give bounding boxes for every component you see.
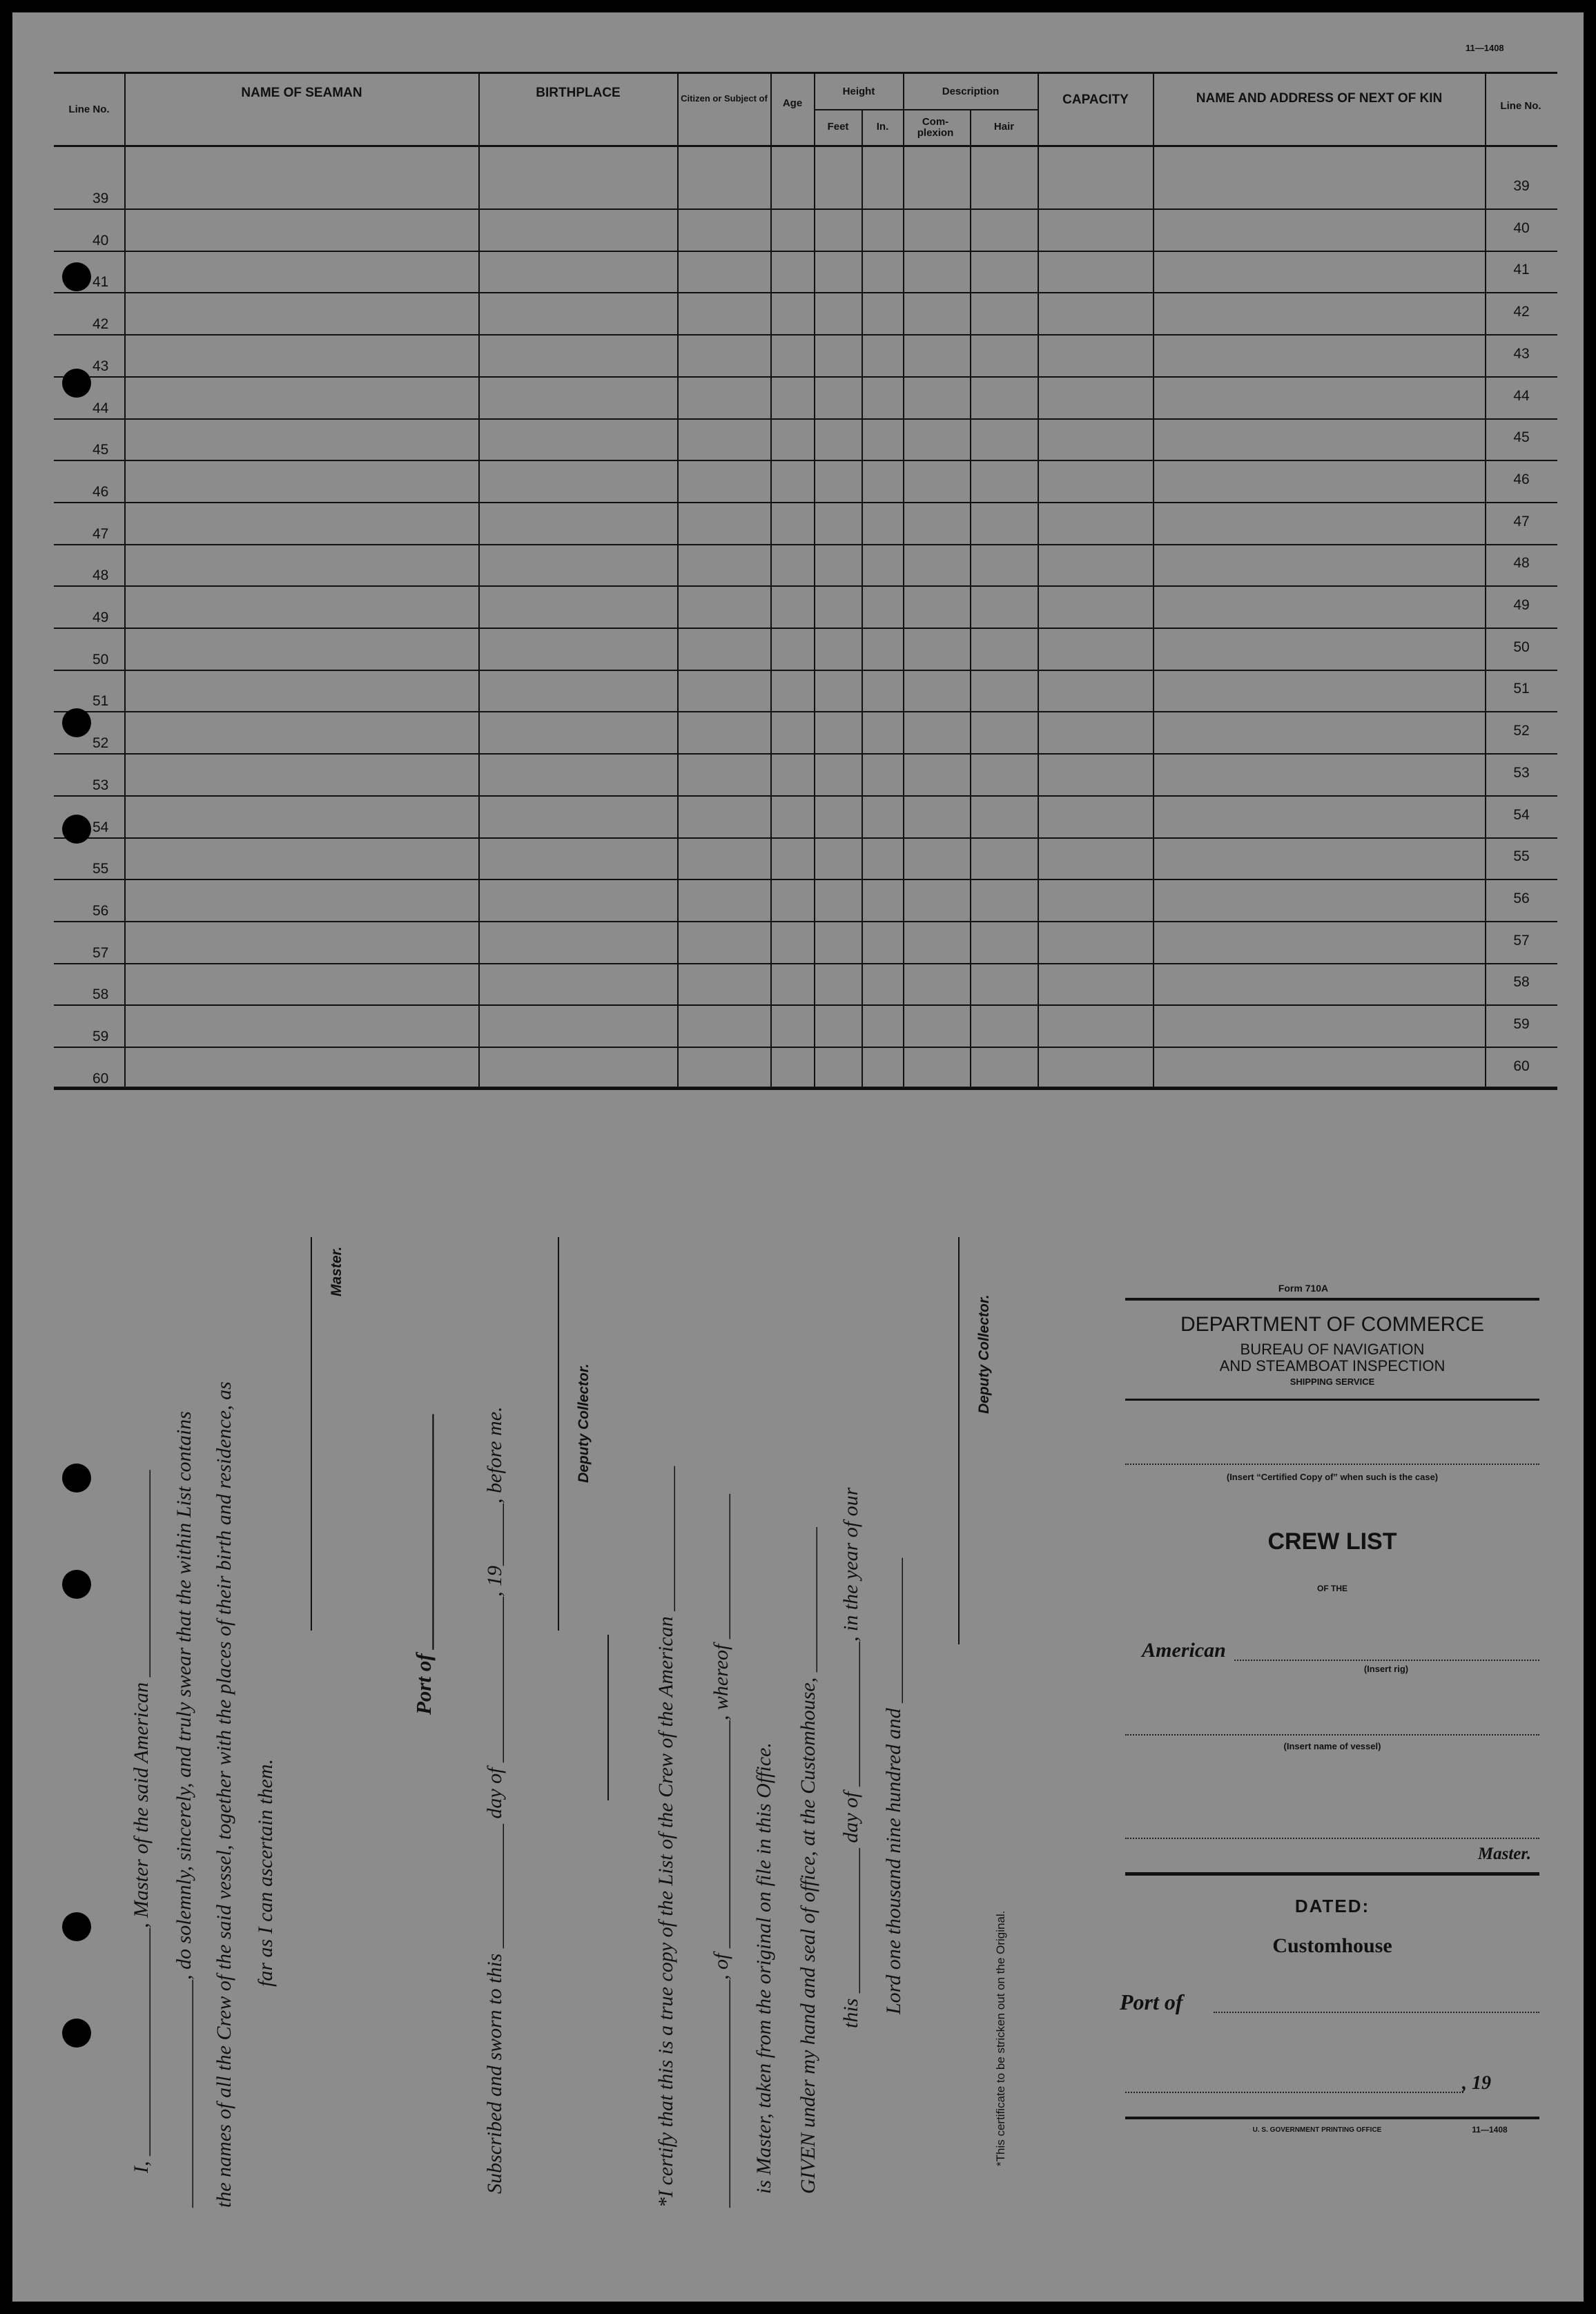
panel-department: DEPARTMENT OF COMMERCE [1180, 1313, 1485, 1336]
deputy-signature-line-2 [958, 1237, 960, 1644]
table-row-number: 41 [93, 274, 109, 291]
table-row-rule [54, 795, 1557, 797]
col-divider [1153, 72, 1154, 1088]
oath-line-2: ______________________, do solemnly, sincerely, and truly swear that the within List contains [173, 1411, 195, 2208]
vessel-name-line [1125, 1734, 1539, 1736]
master-line [1125, 1838, 1539, 1839]
table-row-number: 40 [93, 232, 109, 249]
panel-port-of: Port of [1120, 1990, 1183, 2014]
date-line [1125, 2092, 1463, 2093]
punch-hole [62, 369, 91, 398]
table-row-number: 44 [93, 400, 109, 416]
col-divider [1485, 72, 1486, 1088]
table-row-number-right: 46 [1513, 471, 1530, 487]
certificate-line-6: Lord one thousand nine hundred and ______________ [882, 1557, 905, 2014]
table-row-number-right: 57 [1513, 932, 1530, 949]
table-row-number-right: 60 [1513, 1058, 1530, 1074]
seal-line [607, 1635, 609, 1800]
table-row-rule [54, 334, 1557, 336]
panel-bureau-2: AND STEAMBOAT INSPECTION [1219, 1357, 1446, 1374]
table-row-rule [54, 921, 1557, 922]
table-row-rule [54, 460, 1557, 461]
deputy-label-1: Deputy Collector. [576, 1363, 592, 1483]
table-row-number: 57 [93, 944, 109, 961]
panel-dated: DATED: [1294, 1896, 1370, 1916]
col-divider [903, 72, 904, 1088]
table-row-number-right: 44 [1513, 387, 1530, 404]
table-row-number-right: 56 [1513, 890, 1530, 906]
panel-american: American [1142, 1639, 1226, 1662]
table-row-number: 47 [93, 525, 109, 542]
header-kin: NAME AND ADDRESS OF NEXT OF KIN [1196, 91, 1443, 106]
master-signature-line [311, 1237, 312, 1631]
certified-copy-line [1125, 1464, 1539, 1465]
table-row-rule [54, 292, 1557, 293]
table-row-number-right: 45 [1513, 429, 1530, 446]
panel-rule [1125, 1298, 1539, 1301]
table-row-number-right: 47 [1513, 513, 1530, 529]
punch-hole [62, 708, 91, 737]
table-row-number: 51 [93, 693, 109, 710]
header-line-no: Line No. [68, 104, 110, 116]
panel-rule [1125, 1872, 1539, 1876]
punch-hole [62, 2019, 91, 2048]
table-row-number: 43 [93, 358, 109, 374]
header-complexion: Com-plexion [917, 116, 954, 139]
table-row-number: 58 [93, 986, 109, 1003]
punch-hole [62, 815, 91, 844]
table-row-number-right: 58 [1513, 974, 1530, 991]
form-code-top: 11—1408 [1466, 43, 1504, 53]
table-row-rule [54, 1047, 1557, 1048]
header-hair: Hair [993, 121, 1015, 133]
table-row-rule [54, 1004, 1557, 1006]
table-header-rule [54, 145, 1557, 147]
header-capacity: CAPACITY [1062, 93, 1129, 108]
panel-code: 11—1408 [1472, 2125, 1508, 2135]
punch-hole [62, 262, 91, 291]
table-row-number: 50 [93, 651, 109, 668]
panel-rule [1125, 1399, 1539, 1401]
table-row-number-right: 40 [1513, 220, 1530, 236]
port-line [1214, 2012, 1539, 2013]
oath-line-4: far as I can ascertain them. [254, 1759, 277, 1987]
punch-hole [62, 1570, 91, 1599]
table-row-number-right: 50 [1513, 639, 1530, 655]
table-row-number: 53 [93, 777, 109, 793]
table-row-number: 49 [93, 610, 109, 625]
rig-line [1234, 1660, 1539, 1661]
table-row-rule [54, 963, 1557, 964]
table-row-number-right: 48 [1513, 555, 1530, 572]
panel-form-number: Form 710A [1278, 1283, 1329, 1294]
certificate-line-1: *I certify that this is a true copy of the List of the Crew of the American ______________ [654, 1466, 677, 2208]
table-row-number-right: 41 [1513, 262, 1530, 278]
table-row-number-right: 51 [1513, 681, 1530, 697]
table-row-number: 48 [93, 567, 109, 584]
table-row-number: 42 [93, 316, 109, 333]
sworn-line: Subscribed and sworn to this ____________ day of ________________, 19______, before me. [483, 1406, 506, 2194]
col-divider [1038, 72, 1039, 1088]
table-row-number-right: 42 [1513, 304, 1530, 320]
table-row-number: 54 [93, 819, 109, 835]
table-row-rule [54, 585, 1557, 587]
table-row-number-right: 55 [1513, 848, 1530, 865]
certificate-footnote: *This certificate to be stricken out on the Original. [994, 1910, 1007, 2166]
port-of-label: Port of ______________________ [411, 1412, 436, 1715]
table-row-rule [54, 753, 1557, 755]
table-row-number-right: 52 [1513, 723, 1530, 739]
table-row-number-right: 43 [1513, 345, 1530, 362]
punch-hole [62, 1912, 91, 1941]
panel-customhouse: Customhouse [1272, 1934, 1392, 1957]
table-row-rule [54, 376, 1557, 378]
table-row-rule [54, 208, 1557, 210]
col-divider [862, 109, 863, 1088]
table-row-rule [54, 502, 1557, 503]
table-top-rule [54, 72, 1557, 74]
table-row-number: 56 [93, 902, 109, 919]
table-row-rule [54, 670, 1557, 671]
table-row-rule [54, 251, 1557, 252]
punch-hole [62, 1464, 91, 1493]
panel-bureau-1: BUREAU OF NAVIGATION [1240, 1341, 1425, 1358]
panel-year: , 19 [1462, 2072, 1491, 2094]
panel-printer: U. S. GOVERNMENT PRINTING OFFICE [1252, 2126, 1382, 2134]
crew-list-sheet [12, 12, 1584, 2302]
deputy-label-2: Deputy Collector. [976, 1294, 992, 1414]
header-citizen: Citizen or Subject of [681, 93, 768, 104]
master-label: Master. [329, 1246, 344, 1296]
col-divider [814, 72, 815, 1088]
col-divider [770, 72, 772, 1088]
header-age: Age [782, 97, 803, 110]
table-row-number: 55 [93, 861, 109, 877]
header-birthplace: BIRTHPLACE [536, 86, 621, 101]
panel-insert-rig: (Insert rig) [1363, 1664, 1409, 1674]
table-row-number-right: 39 [1513, 178, 1530, 194]
header-inches: In. [876, 121, 889, 133]
panel-rule [1125, 2117, 1539, 2119]
panel-of-the: OF THE [1317, 1584, 1347, 1593]
col-divider [970, 109, 971, 1088]
header-feet: Feet [827, 121, 849, 133]
header-height: Height [842, 86, 875, 98]
certificate-line-4: GIVEN under my hand and seal of office, at the Customhouse, ______________ [797, 1527, 819, 2194]
table-row-number: 52 [93, 735, 109, 752]
table-row-rule [54, 628, 1557, 629]
table-row-rule [54, 711, 1557, 712]
table-row-number: 39 [93, 191, 109, 206]
table-row-rule [54, 879, 1557, 880]
header-line-no-right: Line No. [1500, 100, 1541, 113]
deputy-signature-line [558, 1237, 559, 1631]
table-row-rule [54, 544, 1557, 545]
col-divider [478, 72, 480, 1088]
table-row-number-right: 53 [1513, 764, 1530, 781]
panel-title: CREW LIST [1267, 1528, 1397, 1555]
header-name: NAME OF SEAMAN [241, 86, 362, 101]
table-row-number-right: 49 [1513, 597, 1530, 613]
table-row-rule [54, 418, 1557, 420]
panel-insert-name: (Insert name of vessel) [1283, 1741, 1381, 1751]
table-row-number: 45 [93, 442, 109, 458]
certificate-line-2: ______________________, of ______________________, whereof ______________ [710, 1494, 732, 2208]
table-row-number-right: 59 [1513, 1016, 1530, 1032]
col-divider [677, 72, 679, 1088]
oath-line-1: I, ______________________, Master of the said American ____________________ [130, 1470, 153, 2173]
table-row-rule [54, 1089, 1557, 1090]
panel-master: Master. [1477, 1845, 1531, 1863]
table-row-number: 46 [93, 483, 109, 500]
table-row-number-right: 54 [1513, 806, 1530, 823]
header-description: Description [942, 86, 1000, 98]
oath-line-3: the names of all the Crew of the said vessel, together with the places of their birth and residence, as [213, 1381, 235, 2208]
certificate-line-3: is Master, taken from the original on file in this Office. [752, 1742, 775, 2194]
panel-insert-certified: (Insert “Certified Copy of” when such is the case) [1226, 1472, 1439, 1482]
table-row-number: 60 [93, 1070, 109, 1087]
table-row-rule [54, 837, 1557, 839]
certificate-line-5: this ______________ day of ______________, in the year of our [839, 1487, 862, 2028]
panel-service: SHIPPING SERVICE [1290, 1377, 1375, 1387]
table-row-number: 59 [93, 1029, 109, 1044]
